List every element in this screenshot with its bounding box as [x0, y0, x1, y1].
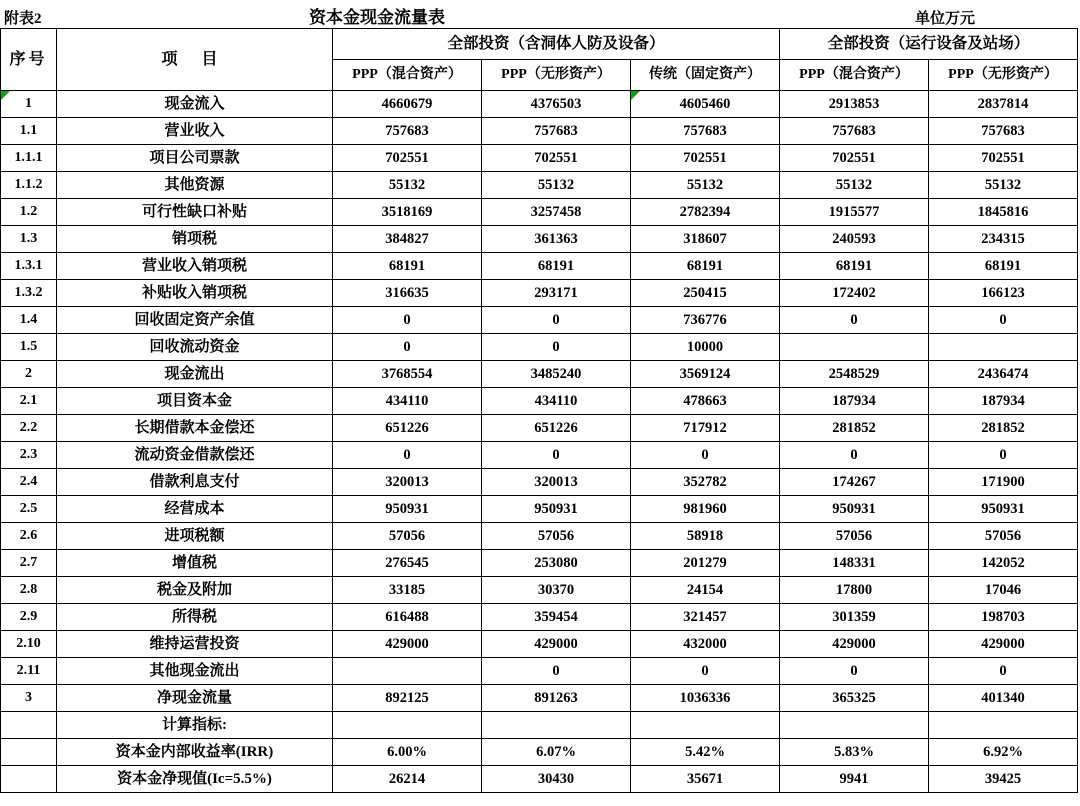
row-value: 702551 — [780, 145, 929, 172]
unit-label: 单位万元 — [914, 11, 975, 27]
header-subcol-0: PPP（混合资产） — [333, 60, 482, 91]
row-value: 3485240 — [482, 361, 631, 388]
row-item-label: 营业收入 — [57, 118, 333, 145]
row-value: 0 — [929, 442, 1078, 469]
row-value: 891263 — [482, 685, 631, 712]
row-value: 58918 — [631, 523, 780, 550]
row-value: 30370 — [482, 577, 631, 604]
row-value: 757683 — [631, 118, 780, 145]
row-item-label: 税金及附加 — [57, 577, 333, 604]
row-seq: 2.3 — [1, 442, 57, 469]
row-value: 981960 — [631, 496, 780, 523]
row-value: 0 — [631, 658, 780, 685]
table-row — [1, 469, 1078, 496]
row-value — [780, 712, 929, 739]
row-value: 3768554 — [333, 361, 482, 388]
row-value: 68191 — [333, 253, 482, 280]
table-row — [1, 712, 1078, 739]
table-row — [1, 280, 1078, 307]
header-item: 项 目 — [57, 29, 333, 91]
row-value: 434110 — [333, 388, 482, 415]
row-value: 429000 — [929, 631, 1078, 658]
row-value: 2837814 — [929, 91, 1078, 118]
row-value: 359454 — [482, 604, 631, 631]
row-value: 0 — [780, 442, 929, 469]
row-item-label: 项目公司票款 — [57, 145, 333, 172]
table-row — [1, 172, 1078, 199]
row-value: 429000 — [333, 631, 482, 658]
row-value — [333, 712, 482, 739]
row-value: 2436474 — [929, 361, 1078, 388]
row-value: 17800 — [780, 577, 929, 604]
sheet-label: 附表2 — [4, 11, 42, 27]
row-item-label: 销项税 — [57, 226, 333, 253]
row-seq: 1.3 — [1, 226, 57, 253]
row-value: 950931 — [929, 496, 1078, 523]
row-value: 253080 — [482, 550, 631, 577]
row-value: 0 — [333, 307, 482, 334]
row-value: 429000 — [482, 631, 631, 658]
row-value: 384827 — [333, 226, 482, 253]
row-value: 3257458 — [482, 199, 631, 226]
row-value: 757683 — [780, 118, 929, 145]
row-value: 432000 — [631, 631, 780, 658]
header-subcol-2: 传统（固定资产） — [631, 60, 780, 91]
row-value: 401340 — [929, 685, 1078, 712]
row-value: 2548529 — [780, 361, 929, 388]
row-value: 293171 — [482, 280, 631, 307]
row-item-label: 资本金内部收益率(IRR) — [57, 739, 333, 766]
row-item-label: 其他现金流出 — [57, 658, 333, 685]
table-body — [1, 91, 1078, 793]
row-value: 281852 — [929, 415, 1078, 442]
row-value: 0 — [482, 442, 631, 469]
row-value: 55132 — [482, 172, 631, 199]
row-value: 281852 — [780, 415, 929, 442]
table-row — [1, 496, 1078, 523]
row-seq: 1.1.1 — [1, 145, 57, 172]
row-value: 201279 — [631, 550, 780, 577]
row-seq: 2.10 — [1, 631, 57, 658]
row-seq: 3 — [1, 685, 57, 712]
row-item-label: 净现金流量 — [57, 685, 333, 712]
row-value: 429000 — [780, 631, 929, 658]
row-value: 0 — [333, 442, 482, 469]
row-value: 950931 — [780, 496, 929, 523]
table-row — [1, 118, 1078, 145]
row-value: 187934 — [929, 388, 1078, 415]
row-value: 68191 — [482, 253, 631, 280]
header-group-1: 全部投资（含洞体人防及设备） — [333, 29, 780, 60]
row-value: 0 — [780, 307, 929, 334]
row-value: 57056 — [929, 523, 1078, 550]
row-value: 4605460 — [631, 91, 780, 118]
row-value: 30430 — [482, 766, 631, 793]
row-value: 6.00% — [333, 739, 482, 766]
row-value: 352782 — [631, 469, 780, 496]
row-seq: 1.3.1 — [1, 253, 57, 280]
header-seq: 序号 — [1, 29, 57, 91]
cash-flow-table — [0, 28, 1078, 793]
row-value: 26214 — [333, 766, 482, 793]
row-item-label: 项目资本金 — [57, 388, 333, 415]
row-item-label: 其他资源 — [57, 172, 333, 199]
row-value — [333, 658, 482, 685]
row-value: 702551 — [929, 145, 1078, 172]
row-value: 316635 — [333, 280, 482, 307]
table-row — [1, 415, 1078, 442]
row-item-label: 长期借款本金偿还 — [57, 415, 333, 442]
table-row — [1, 307, 1078, 334]
row-seq: 2.11 — [1, 658, 57, 685]
page-header — [0, 0, 1080, 28]
table-row — [1, 685, 1078, 712]
row-value — [780, 334, 929, 361]
header-subcol-1: PPP（无形资产） — [482, 60, 631, 91]
row-seq: 2.8 — [1, 577, 57, 604]
row-value: 892125 — [333, 685, 482, 712]
header-group-2: 全部投资（运行设备及站场） — [780, 29, 1078, 60]
row-value: 365325 — [780, 685, 929, 712]
row-value: 320013 — [482, 469, 631, 496]
row-value — [482, 712, 631, 739]
row-value: 434110 — [482, 388, 631, 415]
table-row — [1, 253, 1078, 280]
row-item-label: 补贴收入销项税 — [57, 280, 333, 307]
table-row — [1, 199, 1078, 226]
row-value: 148331 — [780, 550, 929, 577]
row-value: 4376503 — [482, 91, 631, 118]
row-item-label: 回收流动资金 — [57, 334, 333, 361]
header-subcol-4: PPP（无形资产） — [929, 60, 1078, 91]
row-value: 318607 — [631, 226, 780, 253]
row-value: 33185 — [333, 577, 482, 604]
row-value: 2913853 — [780, 91, 929, 118]
row-seq: 1.1 — [1, 118, 57, 145]
row-value: 757683 — [482, 118, 631, 145]
row-value: 717912 — [631, 415, 780, 442]
row-value: 172402 — [780, 280, 929, 307]
row-seq: 1.3.2 — [1, 280, 57, 307]
row-seq: 1.4 — [1, 307, 57, 334]
row-value: 651226 — [482, 415, 631, 442]
table-row — [1, 388, 1078, 415]
row-value: 55132 — [780, 172, 929, 199]
header-row-1 — [1, 29, 1078, 60]
row-value: 3569124 — [631, 361, 780, 388]
row-value — [929, 712, 1078, 739]
row-seq: 2.4 — [1, 469, 57, 496]
row-item-label: 所得税 — [57, 604, 333, 631]
row-value: 0 — [482, 658, 631, 685]
row-item-label: 借款利息支付 — [57, 469, 333, 496]
row-value: 950931 — [333, 496, 482, 523]
row-value: 55132 — [631, 172, 780, 199]
row-value: 1915577 — [780, 199, 929, 226]
page-title: 资本金现金流量表 — [309, 8, 445, 27]
row-value: 240593 — [780, 226, 929, 253]
table-row — [1, 442, 1078, 469]
row-value: 174267 — [780, 469, 929, 496]
row-value: 702551 — [333, 145, 482, 172]
row-seq: 2 — [1, 361, 57, 388]
table-row — [1, 523, 1078, 550]
table-row — [1, 361, 1078, 388]
row-value: 17046 — [929, 577, 1078, 604]
row-seq: 2.7 — [1, 550, 57, 577]
row-value — [631, 712, 780, 739]
row-value: 0 — [929, 658, 1078, 685]
row-value: 68191 — [929, 253, 1078, 280]
row-value: 57056 — [333, 523, 482, 550]
row-value: 39425 — [929, 766, 1078, 793]
table-row — [1, 226, 1078, 253]
row-value: 651226 — [333, 415, 482, 442]
row-value: 171900 — [929, 469, 1078, 496]
row-value: 5.42% — [631, 739, 780, 766]
row-item-label: 计算指标: — [57, 712, 333, 739]
table-row — [1, 550, 1078, 577]
table-head — [1, 29, 1078, 91]
row-value: 616488 — [333, 604, 482, 631]
row-value: 321457 — [631, 604, 780, 631]
row-value: 35671 — [631, 766, 780, 793]
row-seq — [1, 766, 57, 793]
row-value: 5.83% — [780, 739, 929, 766]
row-item-label: 流动资金借款偿还 — [57, 442, 333, 469]
table-row — [1, 91, 1078, 118]
row-item-label: 营业收入销项税 — [57, 253, 333, 280]
row-value: 55132 — [333, 172, 482, 199]
row-value: 0 — [482, 334, 631, 361]
row-item-label: 增值税 — [57, 550, 333, 577]
row-seq: 1.2 — [1, 199, 57, 226]
row-value: 736776 — [631, 307, 780, 334]
row-value: 68191 — [780, 253, 929, 280]
table-row — [1, 577, 1078, 604]
row-value: 3518169 — [333, 199, 482, 226]
table-row — [1, 631, 1078, 658]
row-value: 187934 — [780, 388, 929, 415]
row-value: 0 — [780, 658, 929, 685]
row-seq — [1, 739, 57, 766]
table-row — [1, 604, 1078, 631]
row-item-label: 经营成本 — [57, 496, 333, 523]
row-seq: 2.6 — [1, 523, 57, 550]
row-seq: 2.9 — [1, 604, 57, 631]
row-item-label: 现金流出 — [57, 361, 333, 388]
row-seq: 1.5 — [1, 334, 57, 361]
row-seq — [1, 712, 57, 739]
row-value: 4660679 — [333, 91, 482, 118]
row-value: 6.92% — [929, 739, 1078, 766]
row-value: 1036336 — [631, 685, 780, 712]
table-row — [1, 739, 1078, 766]
header-subcol-3: PPP（混合资产） — [780, 60, 929, 91]
row-value: 950931 — [482, 496, 631, 523]
row-value: 702551 — [482, 145, 631, 172]
table-row — [1, 334, 1078, 361]
row-value: 9941 — [780, 766, 929, 793]
row-seq: 1 — [1, 91, 57, 118]
row-value: 0 — [631, 442, 780, 469]
row-value: 57056 — [482, 523, 631, 550]
row-value: 301359 — [780, 604, 929, 631]
row-value: 361363 — [482, 226, 631, 253]
row-value: 1845816 — [929, 199, 1078, 226]
row-item-label: 维持运营投资 — [57, 631, 333, 658]
row-value: 10000 — [631, 334, 780, 361]
row-value: 68191 — [631, 253, 780, 280]
row-item-label: 资本金净现值(Ic=5.5%) — [57, 766, 333, 793]
row-item-label: 回收固定资产余值 — [57, 307, 333, 334]
row-value: 0 — [333, 334, 482, 361]
row-item-label: 现金流入 — [57, 91, 333, 118]
row-value: 142052 — [929, 550, 1078, 577]
row-value: 57056 — [780, 523, 929, 550]
row-seq: 2.5 — [1, 496, 57, 523]
table-row — [1, 766, 1078, 793]
row-value — [929, 334, 1078, 361]
row-seq: 2.2 — [1, 415, 57, 442]
row-value: 478663 — [631, 388, 780, 415]
row-seq: 1.1.2 — [1, 172, 57, 199]
row-value: 757683 — [333, 118, 482, 145]
row-seq: 2.1 — [1, 388, 57, 415]
row-value: 0 — [482, 307, 631, 334]
row-value: 24154 — [631, 577, 780, 604]
table-row — [1, 658, 1078, 685]
row-value: 6.07% — [482, 739, 631, 766]
row-value: 0 — [929, 307, 1078, 334]
row-value: 198703 — [929, 604, 1078, 631]
row-value: 702551 — [631, 145, 780, 172]
row-value: 234315 — [929, 226, 1078, 253]
table-row — [1, 145, 1078, 172]
row-value: 757683 — [929, 118, 1078, 145]
row-item-label: 可行性缺口补贴 — [57, 199, 333, 226]
row-item-label: 进项税额 — [57, 523, 333, 550]
row-value: 250415 — [631, 280, 780, 307]
row-value: 320013 — [333, 469, 482, 496]
row-value: 2782394 — [631, 199, 780, 226]
row-value: 55132 — [929, 172, 1078, 199]
row-value: 166123 — [929, 280, 1078, 307]
row-value: 276545 — [333, 550, 482, 577]
